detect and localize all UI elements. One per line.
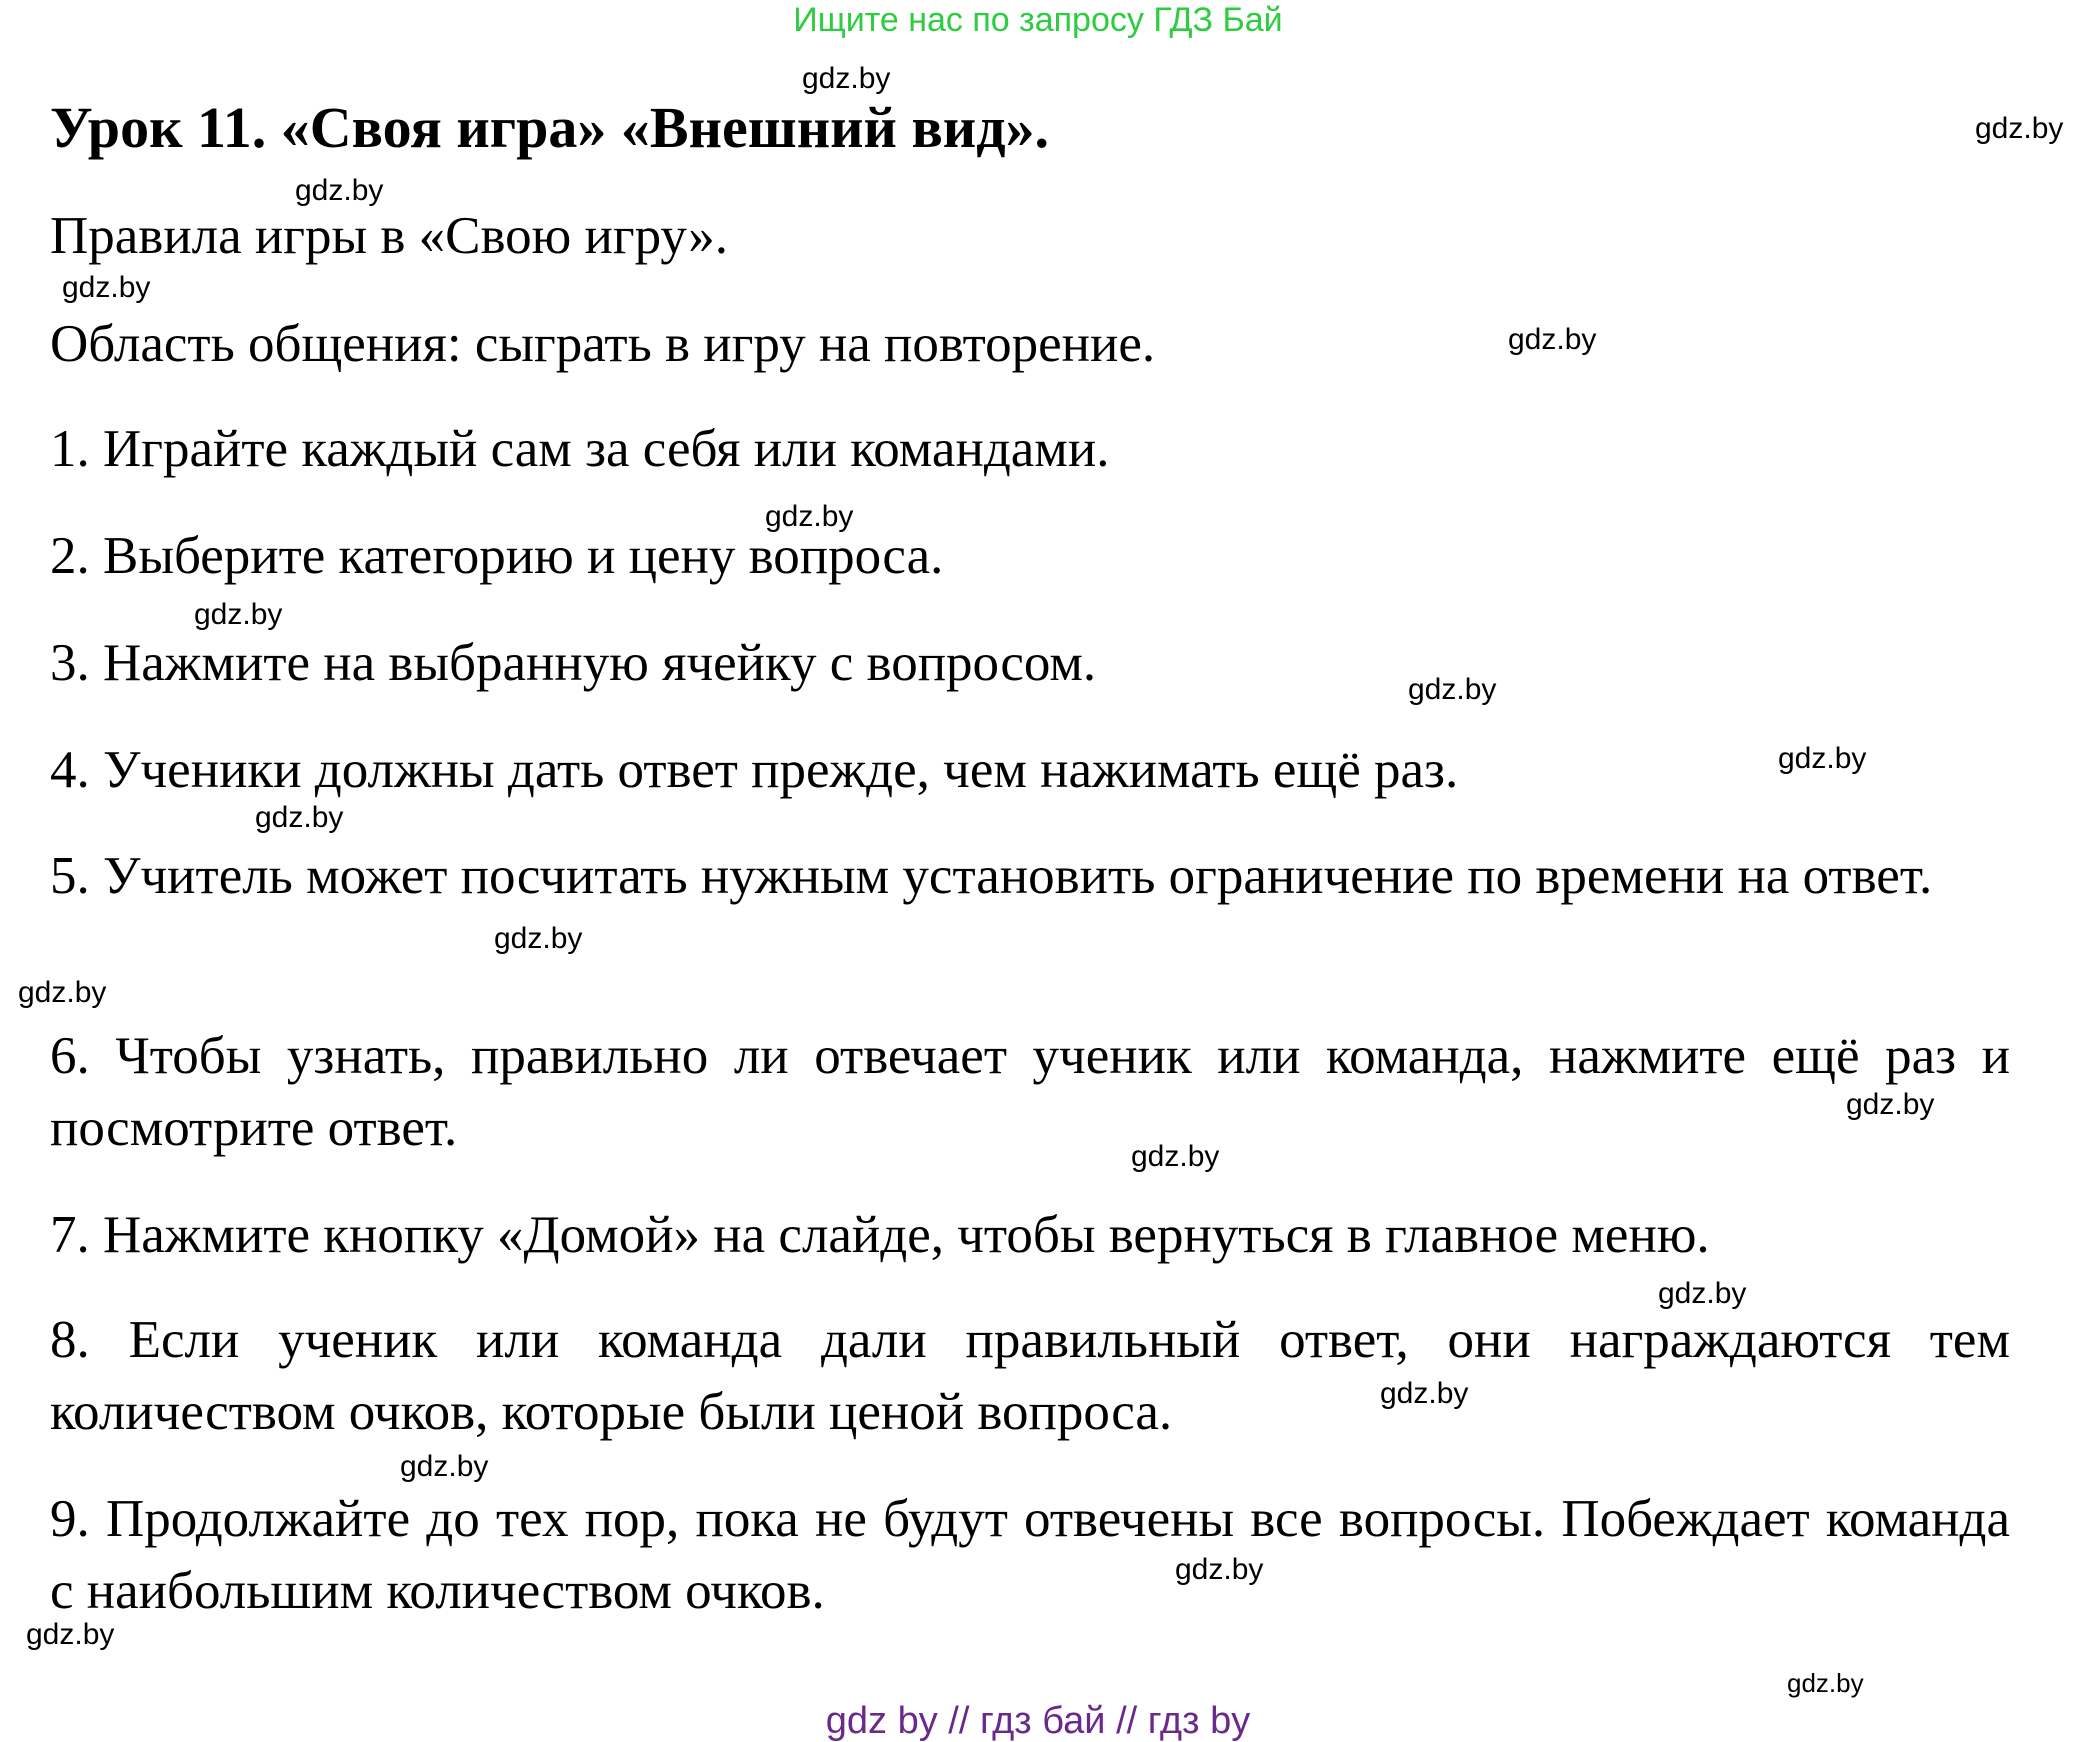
watermark-text: gdz.by: [1658, 1277, 1747, 1310]
watermark-text: gdz.by: [1787, 1668, 1864, 1698]
watermark-text: gdz.by: [1175, 1553, 1264, 1586]
rule-item-9: 9. Продолжайте до тех пор, пока не будут отвечены все вопросы. Побеждает команда с наибольшим количеством очков.: [50, 1490, 2010, 1620]
rule-item-4: 4. Ученики должны дать ответ прежде, чем нажимать ещё раз.: [50, 741, 1459, 799]
rule-item-3: 3. Нажмите на выбранную ячейку с вопросом.: [50, 634, 1097, 692]
watermark-text: gdz.by: [494, 922, 583, 955]
watermark-text: gdz.by: [255, 801, 344, 834]
watermark-text: gdz.by: [1131, 1140, 1220, 1173]
watermark-text: gdz.by: [1380, 1377, 1469, 1410]
watermark-text: gdz.by: [62, 271, 151, 304]
intro-line: Правила игры в «Свою игру».: [50, 207, 728, 265]
watermark-text: gdz.by: [194, 598, 283, 631]
watermark-text: gdz.by: [765, 500, 854, 533]
watermark-text: gdz.by: [400, 1450, 489, 1483]
rule-item-1: 1. Играйте каждый сам за себя или командами.: [50, 420, 1110, 478]
rule-item-8: 8. Если ученик или команда дали правильный ответ, они награждаются тем количеством очков, которые были ценой вопроса.: [50, 1311, 2010, 1441]
watermark-text: gdz.by: [1846, 1088, 1935, 1121]
top-banner: Ищите нас по запросу ГДЗ Бай: [793, 1, 1283, 39]
area-line: Область общения: сыграть в игру на повторение.: [50, 315, 1156, 373]
rule-item-6: 6. Чтобы узнать, правильно ли отвечает ученик или команда, нажмите ещё раз и посмотрите ответ.: [50, 1027, 2010, 1157]
watermark-text: gdz.by: [18, 976, 107, 1009]
watermark-text: gdz.by: [26, 1618, 115, 1651]
watermark-text: gdz.by: [1778, 742, 1867, 775]
watermark-text: gdz.by: [802, 62, 891, 95]
lesson-title: Урок 11. «Своя игра» «Внешний вид».: [50, 95, 1050, 160]
watermark-text: gdz.by: [1408, 673, 1497, 706]
watermark-text: gdz.by: [1508, 323, 1597, 356]
rule-item-7: 7. Нажмите кнопку «Домой» на слайде, чтобы вернуться в главное меню.: [50, 1206, 1710, 1264]
watermark-text: gdz.by: [1975, 112, 2064, 145]
rule-item-2: 2. Выберите категорию и цену вопроса.: [50, 527, 944, 585]
footer-links: gdz by // гдз бай // гдз by: [825, 1700, 1251, 1742]
rule-item-5: 5. Учитель может посчитать нужным установить ограничение по времени на ответ.: [50, 847, 1933, 905]
watermark-text: gdz.by: [295, 174, 384, 207]
